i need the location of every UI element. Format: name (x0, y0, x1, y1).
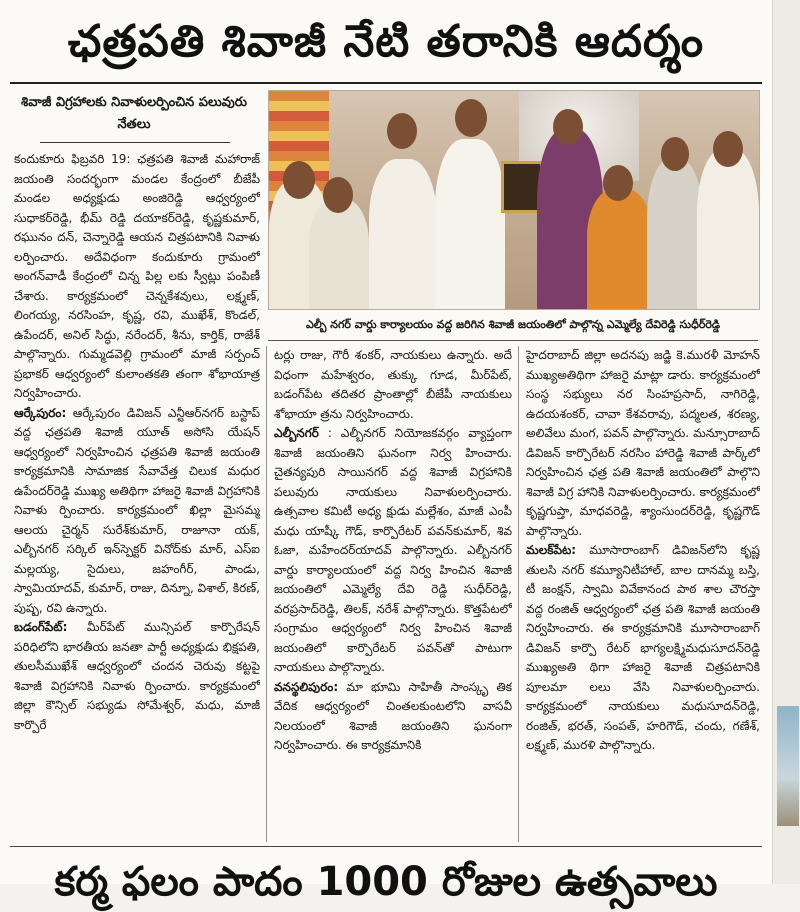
paragraph: టర్లు రాజు, గౌరీ శంకర్, నాయకులు ఉన్నారు. అదే విధంగా మహేశ్వరం, తుక్కు గూడ, మీర్‌పేట్, బడంగ్‌పేట తదితర ప్రాంతాల్లో బీజేపీ నాయకులు శోభాయా త్రను నిర్వహించారు. (274, 348, 512, 421)
dateline-lead: ఎల్బీనగర్ (274, 426, 319, 440)
person-figure (369, 159, 437, 309)
person-head (455, 99, 487, 137)
paragraph-text: : ఎల్బీనగర్ నియోజకవర్గం వ్యాప్తంగా శివాజీ జయంతిని ఘనంగా నిర్వ హించారు. చైతన్యపురి సాయినగర్ వద్ద శివాజీ విగ్రహానికి పలువురు నాయకులు నివాళులర్పించారు. ఉత్సవాల కమిటీ అధ్య క్షుడు మల్లేశం, మాజీ ఎంపీ మధు యాష్కీ గౌడ్, కార్పొరేటర్ పవన్‌కుమార్, శివ ఓజా, మహేందర్‌యాదవ్ పాల్గొన్నారు. ఎల్బీనగర్ వార్డు కార్యాలయంలో వద్ద నిర్వ హించిన శివాజీ జయంతిలో ఎమ్మెల్యే దేవి రెడ్డి సుధీర్‌రెడ్డి, వరప్రసాద్‌రెడ్డి, తిలక్, నరేశ్ పాల్గొన్నారు. కొత్తపేటలో సంగ్రామం ఆధ్వర్యంలో నిర్వ హించిన శివాజీ జయంతిలో కార్పొరేటర్ పవన్‌తో పాటుగా నాయకులు పాల్గొన్నారు. (274, 426, 512, 674)
subhead-rule (40, 142, 230, 143)
bottom-rule (10, 846, 762, 847)
paragraph-text: మూసారాంబాగ్ డివిజన్‌లోని కృష్ణ తులసి నగర్ కమ్యూనిటీహాల్, బాల దానమ్మ బస్తి, టీ జంక్షన్, స్వామి వివేకానంద పాఠ శాల చౌరస్తా వద్ద రంజిత్ ఆధ్వర్యంలో ఛత్ర పతి శివాజీ జయంతి నిర్వహించారు. ఈ కార్యక్రమానికి మూసారాంబాగ్ డివిజన్ కార్పొ రేటర్ భాగ్యలక్ష్మిమధుసూదన్‌రెడ్డి ముఖ్యఅతి థిగా హాజరై శివాజీ చిత్రపటానికి పూలమా లలు వేసి నివాళులర్పించారు. కార్యక్రమంలో నాయకులు మధుసూదన్‌రెడ్డి, రంజిత్, భరత్, సంపత్, హరిగౌడ్, చందు, గణేశ్, లక్ష్మణ్, మురళి పాల్గొన్నారు. (526, 543, 760, 752)
paragraph (274, 678, 512, 756)
person-head (323, 177, 353, 213)
dateline-lead: ఆర్కేపురం: (14, 405, 67, 420)
column-divider (518, 346, 519, 842)
paragraph (14, 618, 260, 735)
paragraph-text: మా భూమి సాహితీ సాంస్కృ తిక వేదిక ఆధ్వర్యంలో చింతలకుంటలోని వాసవీ నిలయంలో శివాజీ జయంతిని ఘనంగా నిర్వహించారు. ఈ కార్యక్రమానికి (274, 679, 512, 752)
person-head (553, 109, 583, 145)
person-head (713, 131, 743, 167)
paragraph: హైదరాబాద్ జిల్లా అదనపు జడ్జి కె.మురళీ మోహన్ ముఖ్యఅతిథిగా హాజరై మాట్లా డారు. కార్యక్రమంలో సంస్థ సభ్యులు నర సింహప్రసాద్, నాగిరెడ్డి, ఉదయశంకర్, చావా కేశవరావు, పద్మలత, శరణ్య, అలివేలు మంగ, పవన్ పాల్గొన్నారు. మన్సూరాబాద్ డివిజన్ కార్పొరేటర్ నరసిం హారెడ్డి శివాజీ పార్క్‌లో నిర్వహించిన ఛత్ర పతి శివాజీ జయంతిలో పాల్గొని శివాజీ విగ్ర హానికి నివాళులర్పించారు. కార్యక్రమంలో కృష్ణగుప్తా, మాధవరెడ్డి, శ్యాంసుందర్‌రెడ్డి, కృష్ణగౌడ్ పాల్గొన్నారు. (526, 348, 760, 538)
adjacent-page-strip (772, 0, 800, 884)
article-column-1 (14, 150, 260, 842)
paragraph (526, 541, 760, 756)
person-figure (435, 139, 505, 309)
paragraph-text: మీర్‌పేట్ మున్సిపల్ కార్పొరేషన్ పరిధిలోని భారతీయ జనతా పార్టీ అధ్యక్షుడు భిక్షపతి, తులసీముఖేశ్ ఆధ్వర్యంలో చందన చెరువు కట్టపై శివాజీ విగ్రహానికి నివాళు ర్పించారు. కార్యక్రమంలో జిల్లా కౌన్సిల్ సభ్యుడు సోమేశ్వర్, మధు, మాజీ కార్పొరే (14, 620, 260, 732)
headline-rule (10, 82, 762, 84)
article-column-2 (274, 346, 512, 842)
person-head (387, 113, 417, 149)
adjacent-photo (777, 706, 799, 826)
person-head (661, 137, 689, 171)
headline: ఛత్రపతి శివాజీ నేటి తరానికి ఆదర్శం (67, 16, 705, 67)
photo-caption: ఎల్బీ నగర్ వార్డు కార్యాలయం వద్ద జరిగిన శివాజీ జయంతిలో పాల్గొన్న ఎమ్మెల్యే దేవిరెడ్డి సుధీర్‌రెడ్డి (268, 310, 758, 341)
paragraph: కందుకూరు ఫిబ్రవరి 19: ఛత్రపతి శివాజీ మహారాజ్ జయంతి సందర్భంగా మండల కేంద్రంలో బీజేపీ మండల అధ్యక్షుడు అంజిరెడ్డి ఆధ్వర్యంలో సుధాకర్‌రెడ్డి, భీమ్ రెడ్డి దయాకర్‌రెడ్డి, కృష్ణకుమార్, రఘునం దన్, చెన్నారెడ్డి ఆయన చిత్రపటానికి నివాళు లర్పించారు. అదేవిధంగా కందుకూరు గ్రామంలో అంగన్‌వాడీ కేంద్రంలో చిన్న పిల్ల లకు స్వీట్లు పంపిణీ చేశారు. కార్యక్రమంలో చెన్నకేశవులు, లక్ష్మణ్, లింగయ్య, నరసింహ, కృష్ణ, రవి, ముఖేశ్, కొండల్, ఉపేందర్, అనిల్ సిద్ధు, నరేందర్, శీను, కార్తిక్, రాజేశ్ పాల్గొన్నారు. గుమ్మడవెల్లి గ్రామంలో మాజీ సర్పంచ్ ప్రభాకర్ ఆధ్వర్యంలో కులాంతకతి తంగా శోభాయాత్ర నిర్వహించారు. (14, 152, 260, 400)
paragraph-text: ఆర్కేపురం డివిజన్ ఎన్టీఆర్‌నగర్ బస్టాప్ వద్ద ఛత్రపతి శివాజీ యూత్ అసోసి యేషన్ ఆధ్వర్యంలో నిర్వహించిన ఛత్రపతి శివాజీ జయంతి కార్యక్రమానికి సామాజిక సేవావేత్త చిలుక మధుర ఉపేందర్‌రెడ్డి ముఖ్య అతిథిగా హాజరై శివాజీ విగ్రహానికి నివాళు ర్పించారు. కార్యక్రమంలో ఖిల్లా మైసమ్మ ఆలయ చైర్మన్ సురేశ్‌కుమార్, రాజూనా యక్, ఎల్బీనగర్ సర్కిల్ ఇన్‌స్పెక్టర్ వినోద్‌కు మార్, ఎస్ఐ మల్లయ్య, సైదులు, జహంగీర్, పాండు, స్వామియాదవ్, కుమార్, రాజు, దిన్నూ, విశాల్, కిరణ్, పుష్ప, రవి ఉన్నారు. (14, 405, 260, 615)
subheadline: శివాజీ విగ్రహాలకు నివాళులర్పించిన పలువురు నేతలు (21, 95, 247, 132)
paragraph (274, 424, 512, 678)
person-figure (309, 199, 369, 309)
person-head (283, 161, 315, 199)
column-divider (266, 346, 267, 842)
article-column-3 (526, 346, 760, 842)
person-figure (647, 159, 703, 309)
person-figure (697, 149, 759, 309)
news-photo (268, 90, 760, 310)
paragraph (14, 404, 260, 619)
dateline-lead: వనస్థలిపురం: (274, 679, 339, 694)
dateline-lead: బడంగ్‌పేట్: (14, 620, 68, 634)
next-article-headline: కర్మ ఫలం పాదం 1000 రోజుల ఉత్సవాలు (54, 859, 718, 905)
dateline-lead: మలక్‌పేట: (526, 543, 577, 557)
